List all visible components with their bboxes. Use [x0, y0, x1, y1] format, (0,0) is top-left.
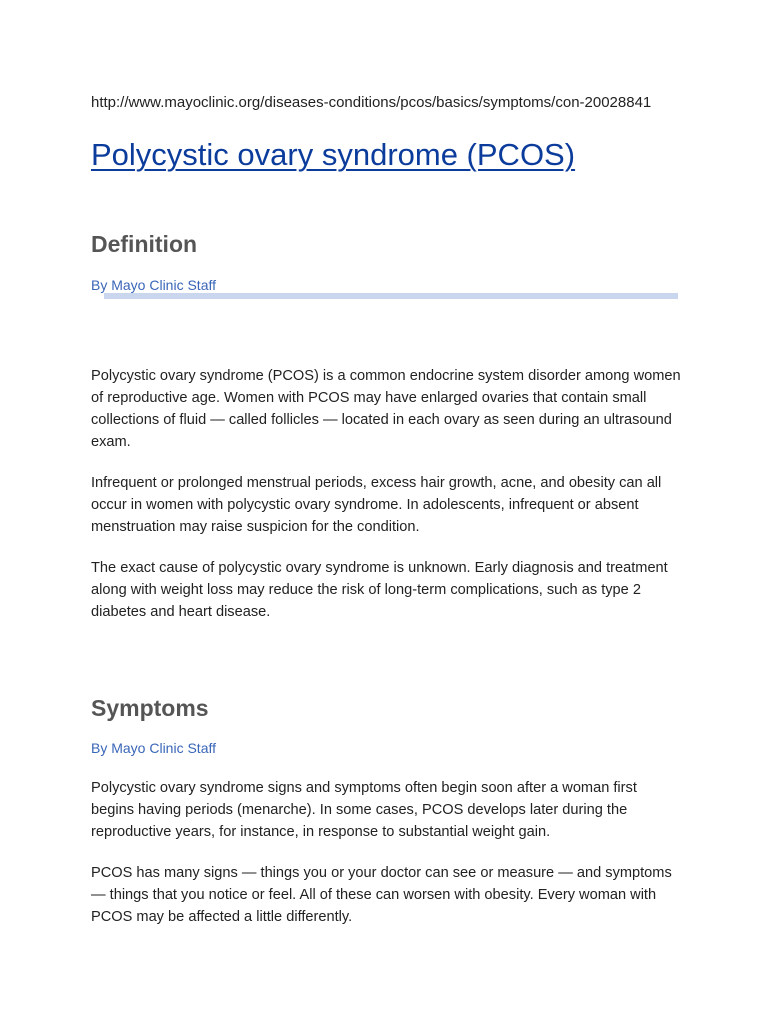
symptoms-paragraph-2: PCOS has many signs — things you or your doctor can see or measure — and symptoms — things that you notice or feel. All of these can worsen with obesity. Every woman with PCOS may be affected a little differently. — [91, 865, 672, 925]
definition-paragraph-3: The exact cause of polycystic ovary syndrome is unknown. Early diagnosis and treatment along with weight loss may reduce the risk of long-term complications, such as type 2 diabetes and heart disease. — [91, 560, 668, 620]
symptoms-heading: Symptoms — [91, 695, 209, 721]
page-title-link[interactable]: Polycystic ovary syndrome (PCOS) — [91, 137, 576, 172]
symptoms-paragraph-1: Polycystic ovary syndrome signs and symptoms often begin soon after a woman first begins having periods (menarche). In some cases, PCOS develops later during the reproductive years, for instance, in response to substantial weight gain. — [91, 780, 637, 840]
symptoms-byline-link[interactable]: By Mayo Clinic Staff — [91, 740, 217, 756]
definition-heading: Definition — [91, 231, 198, 257]
source-url: http://www.mayoclinic.org/diseases-conditions/pcos/basics/symptoms/con-20028841 — [91, 94, 652, 111]
definition-byline-link[interactable]: By Mayo Clinic Staff — [91, 277, 217, 293]
definition-paragraph-1: Polycystic ovary syndrome (PCOS) is a common endocrine system disorder among women of reproductive age. Women with PCOS may have enlarged ovaries that contain small collections of fluid — called follicles — located in each ovary as seen during an ultrasound exam. — [91, 368, 681, 450]
definition-paragraph-2: Infrequent or prolonged menstrual periods, excess hair growth, acne, and obesity can all occur in women with polycystic ovary syndrome. In adolescents, infrequent or absent menstruation may raise suspicion for the condition. — [91, 475, 662, 535]
byline-divider — [104, 293, 678, 299]
